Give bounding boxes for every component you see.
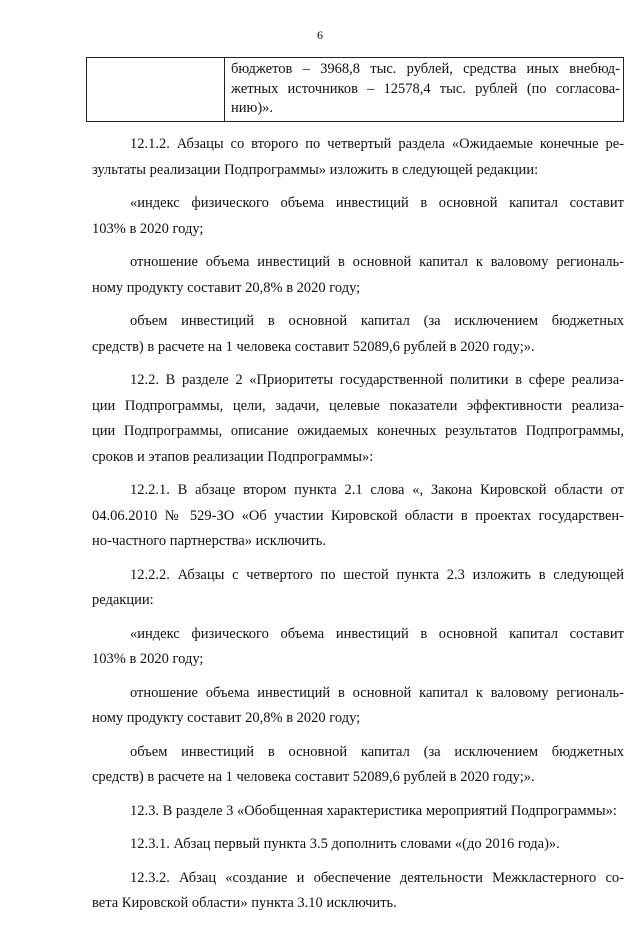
text-line: редакции:: [92, 592, 154, 608]
table-text-line: бюджетов – 3968,8 тыс. рублей, средства иных внебюд-: [231, 61, 620, 77]
text-line: 04.06.2010 № 529-ЗО «Об участии Кировской области в проектах государствен-: [92, 507, 624, 524]
paragraph-12-2-1: [92, 478, 624, 555]
text-line: объем инвестиций в основной капитал (за исключением бюджетных: [130, 743, 624, 760]
continuation-table: [86, 57, 624, 122]
text-line: 12.1.2. Абзацы со второго по четвертый раздела «Ожидаемые конечные ре-: [130, 136, 624, 152]
text-line: 103% в 2020 году;: [92, 220, 204, 237]
text-line: ции Подпрограммы, цели, задачи, целевые показатели эффективности реализа-: [92, 397, 624, 414]
text-line: вета Кировской области» пункта 3.10 исключить.: [92, 895, 397, 911]
document-body: [92, 132, 624, 925]
text-line: зультаты реализации Подпрограммы» изложить в следующей редакции:: [92, 161, 539, 178]
table-row: [87, 58, 624, 122]
text-line: 12.2. В разделе 2 «Приоритеты государственной политики в сфере реализа-: [130, 372, 624, 388]
text-line: ции Подпрограммы, описание ожидаемых конечных результатов Подпрограммы,: [92, 423, 624, 439]
text-line: 12.3. В разделе 3 «Обобщенная характеристика мероприятий Подпрограммы»:: [130, 802, 617, 819]
paragraph-12-1-2: [92, 132, 624, 183]
text-line: 12.2.1. В абзаце втором пункта 2.1 слова «, Закона Кировской области от: [130, 482, 624, 498]
paragraph-quote-index-2: [92, 622, 624, 673]
text-line: средств) в расчете на 1 человека составит 52089,6 рублей в 2020 году;».: [92, 338, 535, 355]
text-line: «индекс физического объема инвестиций в основной капитал составит: [130, 195, 624, 211]
paragraph-12-3-2: [92, 866, 624, 917]
table-text-cell: [225, 58, 624, 122]
text-line: сроков и этапов реализации Подпрограммы»:: [92, 448, 374, 465]
text-line: отношение объема инвестиций в основной капитал к валовому региональ-: [130, 684, 624, 701]
text-line: 12.3.1. Абзац первый пункта 3.5 дополнить словами «(до 2016 года)».: [130, 836, 560, 852]
text-line: объем инвестиций в основной капитал (за исключением бюджетных: [130, 313, 624, 329]
page-number: 6: [317, 28, 323, 42]
paragraph-ratio-2: [92, 681, 624, 732]
paragraph-volume: [92, 309, 624, 360]
text-line: но-частного партнерства» исключить.: [92, 533, 326, 549]
text-line: 12.3.2. Абзац «создание и обеспечение деятельности Межкластерного со-: [130, 869, 624, 886]
text-line: 12.2.2. Абзацы с четвертого по шестой пункта 2.3 изложить в следующей: [130, 566, 624, 583]
paragraph-12-3: [92, 799, 624, 825]
text-line: 103% в 2020 году;: [92, 651, 204, 667]
paragraph-ratio: [92, 250, 624, 301]
paragraph-quote-index: [92, 191, 624, 242]
text-line: «индекс физического объема инвестиций в основной капитал составит: [130, 625, 624, 642]
paragraph-volume-2: [92, 740, 624, 791]
text-line: ному продукту составит 20,8% в 2020 году;: [92, 710, 361, 726]
text-line: ному продукту составит 20,8% в 2020 году;: [92, 279, 361, 296]
table-text-line: жетных источников – 12578,4 тыс. рублей (по согласова-: [231, 80, 620, 97]
paragraph-12-3-1: [92, 832, 624, 858]
table-text-line: нию)».: [231, 100, 274, 116]
paragraph-12-2: [92, 368, 624, 470]
table-empty-cell: [87, 58, 225, 122]
text-line: отношение объема инвестиций в основной капитал к валовому региональ-: [130, 254, 624, 270]
text-line: средств) в расчете на 1 человека составит 52089,6 рублей в 2020 году;».: [92, 769, 535, 785]
paragraph-12-2-2: [92, 563, 624, 614]
